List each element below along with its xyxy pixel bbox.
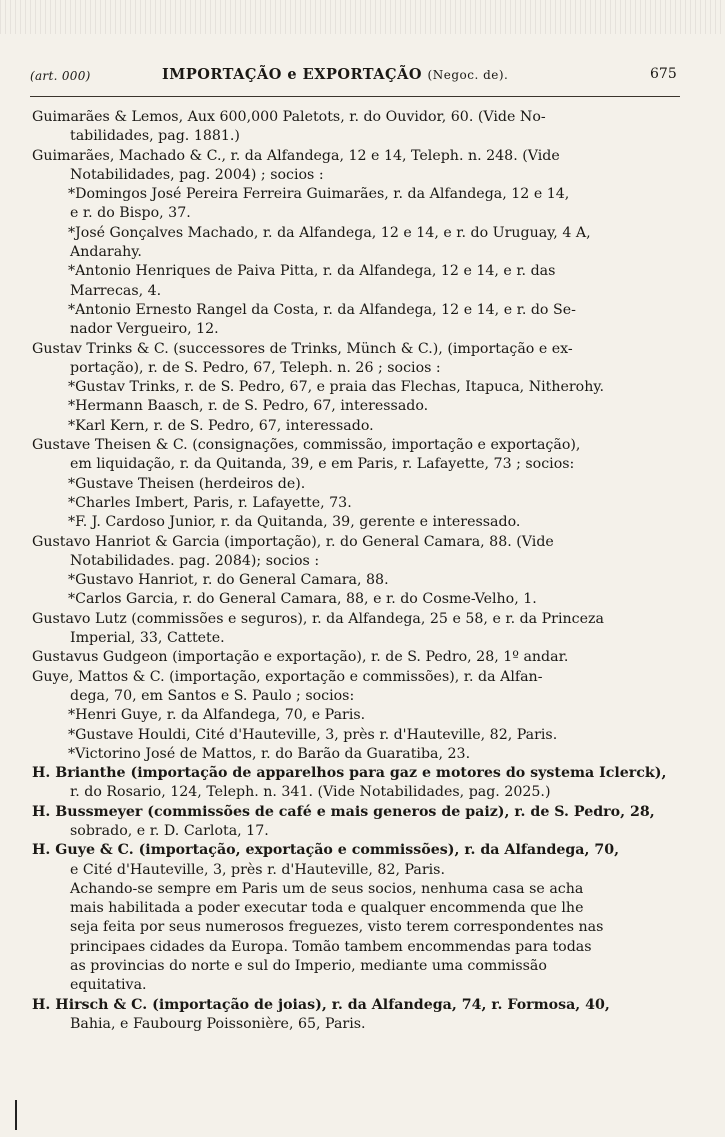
firm-entry: Gustav Trinks & C. (successores de Trinks, Münch & C.), (importação e ex- bbox=[32, 340, 573, 357]
continuation-line: e r. do Bispo, 37. bbox=[70, 205, 191, 222]
continuation-line: portação), r. de S. Pedro, 67, Teleph. n. 26 ; socios : bbox=[70, 359, 441, 376]
continuation-line: principaes cidades da Europa. Tomão tambem encommendas para todas bbox=[70, 938, 592, 955]
partner-line: *Charles Imbert, Paris, r. Lafayette, 73. bbox=[68, 494, 352, 511]
continuation-line: Notabilidades. pag. 2084); socios : bbox=[70, 552, 320, 569]
continuation-line: Achando-se sempre em Paris um de seus socios, nenhuma casa se acha bbox=[70, 880, 584, 897]
entries-column bbox=[32, 108, 672, 1034]
running-title-sub: (Negoc. de). bbox=[427, 68, 509, 82]
partner-line: *Victorino José de Mattos, r. do Barão da Guaratiba, 23. bbox=[68, 745, 471, 762]
continuation-line: e Cité d'Hauteville, 3, près r. d'Hauteville, 82, Paris. bbox=[70, 861, 445, 878]
firm-entry-h: H. Bussmeyer (commissões de café e mais generos de paiz), r. de S. Pedro, 28, bbox=[32, 803, 655, 820]
header-rule bbox=[30, 96, 680, 97]
partner-line: *Antonio Ernesto Rangel da Costa, r. da Alfandega, 12 e 14, e r. do Se- bbox=[68, 301, 576, 318]
firm-entry-h: H. Hirsch & C. (importação de joias), r. da Alfandega, 74, r. Formosa, 40, bbox=[32, 996, 610, 1013]
firm-entry-h: H. Guye & C. (importação, exportação e commissões), r. da Alfandega, 70, bbox=[32, 842, 620, 859]
margin-mark bbox=[15, 1100, 17, 1130]
continuation-line: nador Vergueiro, 12. bbox=[70, 321, 219, 338]
firm-entry: Guimarães, Machado & C., r. da Alfandega, 12 e 14, Teleph. n. 248. (Vide bbox=[32, 147, 560, 164]
continuation-line: Bahia, e Faubourg Poissonière, 65, Paris. bbox=[70, 1015, 366, 1032]
partner-line: *Gustavo Hanriot, r. do General Camara, 88. bbox=[68, 572, 389, 589]
running-title-main: IMPORTAÇÃO e EXPORTAÇÃO bbox=[162, 66, 422, 83]
page-header bbox=[30, 66, 690, 88]
section-reference: (art. 000) bbox=[30, 69, 91, 83]
partner-line: *Karl Kern, r. de S. Pedro, 67, interessado. bbox=[68, 417, 374, 434]
firm-entry: Gustavus Gudgeon (importação e exportação), r. de S. Pedro, 28, 1º andar. bbox=[32, 649, 569, 666]
continuation-line: Andarahy. bbox=[70, 244, 142, 261]
firm-entry: Guye, Mattos & C. (importação, exportação e commissões), r. da Alfan- bbox=[32, 668, 543, 685]
firm-entry: Gustave Theisen & C. (consignações, commissão, importação e exportação), bbox=[32, 437, 581, 454]
partner-line: *Gustave Theisen (herdeiros de). bbox=[68, 475, 306, 492]
running-title bbox=[162, 66, 508, 83]
firm-entry: Gustavo Lutz (commissões e seguros), r. da Alfandega, 25 e 58, e r. da Princeza bbox=[32, 610, 604, 627]
continuation-line: sobrado, e r. D. Carlota, 17. bbox=[70, 822, 269, 839]
firm-entry-h: H. Brianthe (importação de apparelhos para gaz e motores do systema Iclerck), bbox=[32, 765, 667, 782]
firm-entry: Gustavo Hanriot & Garcia (importação), r. do General Camara, 88. (Vide bbox=[32, 533, 554, 550]
continuation-line: equitativa. bbox=[70, 977, 147, 994]
partner-line: *Henri Guye, r. da Alfandega, 70, e Paris. bbox=[68, 707, 366, 724]
continuation-line: Notabilidades, pag. 2004) ; socios : bbox=[70, 166, 324, 183]
partner-line: *F. J. Cardoso Junior, r. da Quitanda, 39, gerente e interessado. bbox=[68, 514, 521, 531]
continuation-line: Marrecas, 4. bbox=[70, 282, 162, 299]
partner-line: *Carlos Garcia, r. do General Camara, 88, e r. do Cosme-Velho, 1. bbox=[68, 591, 537, 608]
partner-line: *Gustave Houldi, Cité d'Hauteville, 3, près r. d'Hauteville, 82, Paris. bbox=[68, 726, 558, 743]
continuation-line: dega, 70, em Santos e S. Paulo ; socios: bbox=[70, 687, 355, 704]
continuation-line: seja feita por seus numerosos freguezes, visto terem correspondentes nas bbox=[70, 919, 604, 936]
continuation-line: tabilidades, pag. 1881.) bbox=[70, 128, 240, 145]
partner-line: *José Gonçalves Machado, r. da Alfandega, 12 e 14, e r. do Uruguay, 4 A, bbox=[68, 224, 591, 241]
continuation-line: as provincias do norte e sul do Imperio, mediante uma commissão bbox=[70, 958, 547, 975]
page-number: 675 bbox=[650, 66, 677, 82]
continuation-line: Imperial, 33, Cattete. bbox=[70, 630, 225, 647]
firm-entry: Guimarães & Lemos, Aux 600,000 Paletots, r. do Ouvidor, 60. (Vide No- bbox=[32, 109, 546, 125]
partner-line: *Antonio Henriques de Paiva Pitta, r. da Alfandega, 12 e 14, e r. das bbox=[68, 263, 556, 280]
partner-line: *Domingos José Pereira Ferreira Guimarães, r. da Alfandega, 12 e 14, bbox=[68, 186, 570, 203]
continuation-line: r. do Rosario, 124, Teleph. n. 341. (Vide Notabilidades, pag. 2025.) bbox=[70, 784, 551, 801]
continuation-line: em liquidação, r. da Quitanda, 39, e em Paris, r. Lafayette, 73 ; socios: bbox=[70, 456, 575, 473]
partner-line: *Hermann Baasch, r. de S. Pedro, 67, interessado. bbox=[68, 398, 429, 415]
scan-noise-band bbox=[0, 0, 725, 34]
partner-line: *Gustav Trinks, r. de S. Pedro, 67, e praia das Flechas, Itapuca, Nitherohy. bbox=[68, 379, 604, 396]
continuation-line: mais habilitada a poder executar toda e qualquer encommenda que lhe bbox=[70, 900, 584, 917]
